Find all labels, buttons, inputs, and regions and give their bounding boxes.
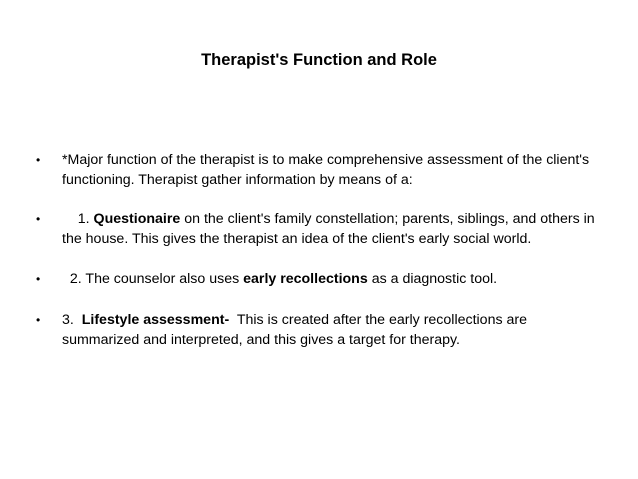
slide-title: Therapist's Function and Role <box>201 51 437 69</box>
bullet-item-1 <box>36 151 596 190</box>
bullet-prefix: 2. The counselor also uses <box>62 271 244 288</box>
bullet-text: as a diagnostic tool. <box>367 271 498 288</box>
bullet-text: on the client's family constellation; parents, siblings, and others in the house. This gives the therapist an idea of the client's early social world. <box>62 211 595 247</box>
bullet-bold-term: Questionaire <box>93 211 181 228</box>
bullet-item-2 <box>36 210 596 249</box>
bullet-marker: • <box>36 272 41 287</box>
bullet-bold-term: Lifestyle assessment- <box>81 311 230 328</box>
bullet-marker: • <box>36 312 41 327</box>
bullet-text: *Major function of the therapist is to make comprehensive assessment of the client's functioning. Therapist gather information by means of a: <box>62 152 590 188</box>
bullet-bold-term: early recollections <box>243 271 368 288</box>
bullet-list <box>36 151 596 350</box>
bullet-text: This is created after the early recollections are summarized and interpreted, and this gives a target for therapy. <box>62 311 531 348</box>
bullet-item-3 <box>36 270 596 290</box>
bullet-marker: • <box>36 153 41 167</box>
bullet-prefix: 3. <box>62 311 82 328</box>
bullet-item-4 <box>36 311 596 350</box>
bullet-marker: • <box>36 212 41 227</box>
bullet-prefix: 1. <box>62 211 94 228</box>
